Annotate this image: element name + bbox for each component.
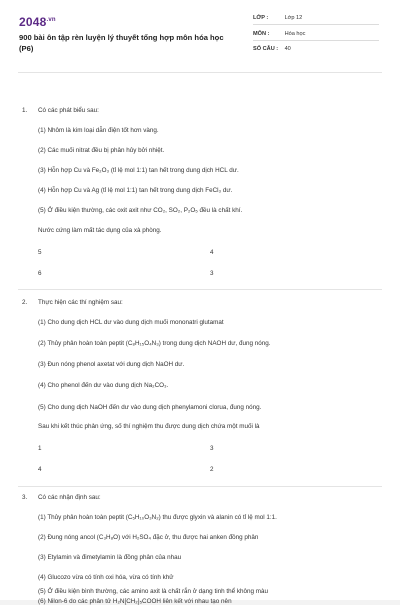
meta-count-value: 40 — [284, 46, 291, 52]
meta-class-key: LỚP : — [253, 15, 269, 21]
answer-option-b[interactable]: 4 — [210, 249, 214, 256]
document-title: 900 bài ôn tập rèn luyện lý thuyết tổng hợp môn hóa học (P6) — [19, 33, 224, 53]
meta-subject-key: MÔN : — [253, 31, 270, 37]
statement: (4) Cho phenol đến dư vào dung dịch Na₂CO₃. — [38, 382, 169, 389]
meta-class-value: Lớp 12 — [284, 15, 303, 21]
document-header — [0, 0, 400, 70]
header-divider — [18, 72, 382, 73]
question-number: 3. — [22, 494, 28, 501]
statement: (5) Cho dung dịch NaOH đến dư vào dung dịch phenylamoni clorua, đung nóng. — [38, 404, 262, 411]
statement: (1) Thủy phân hoàn toàn peptit (C₅H₁₀O₃N₂) thu được glyxin và alanin có tỉ lệ mol 1:1. — [38, 514, 277, 521]
statement: Nước cứng làm mất tác dụng của xà phòng. — [38, 227, 162, 234]
brand-suffix: .vn — [46, 17, 56, 23]
statement: (2) Thủy phân hoàn toàn peptit (C₈H₁₅O₄N₃) trong dung dịch NAOH dư, đung nóng. — [38, 340, 271, 347]
statement: (1) Cho dung dịch HCL dư vào dung dịch muối mononatri glutamat — [38, 319, 224, 326]
question-stem: Thực hiện các thí nghiệm sau: — [38, 299, 123, 306]
answer-option-a[interactable]: 1 — [38, 445, 42, 452]
statement: (3) Đun nóng phenol axetat với dung dịch NaOH dư. — [38, 361, 185, 368]
answer-option-b[interactable]: 3 — [210, 445, 214, 452]
statement: (5) Ở điều kiện thường, các oxit axit như CO₂, SO₂, P₂O₅ đều là chất khí. — [38, 207, 243, 214]
answer-option-a[interactable]: 5 — [38, 249, 42, 256]
meta-class-row — [253, 15, 302, 21]
answer-option-d[interactable]: 2 — [210, 466, 214, 473]
brand-name: 2048 — [19, 15, 47, 29]
meta-subject-row — [253, 31, 305, 37]
statement: (4) Glucozo vừa có tính oxi hóa, vừa có tính khử — [38, 574, 174, 581]
statement: (2) Đung nóng ancol (C₃H₈O) với H₂SO₄ đặc ở, thu được hai anken đồng phân — [38, 534, 259, 541]
statement: Sau khi kết thúc phản ứng, số thí nghiệm thu được dung dịch chứa một muối là — [38, 423, 260, 430]
answer-option-c[interactable]: 6 — [38, 270, 42, 277]
meta-count-row — [253, 46, 291, 52]
statement: (3) Hỗn hợp Cu và Fe₂O₃ (tỉ lệ mol 1:1) tan hết trong dung dịch HCL dư. — [38, 167, 239, 174]
statement: (2) Các muối nitrat đều bị phân hủy bởi nhiệt. — [38, 147, 165, 154]
question-number: 1. — [22, 107, 28, 114]
statement: (3) Etylamin và đimetylamin là đồng phân của nhau — [38, 554, 182, 561]
question-number: 2. — [22, 299, 28, 306]
answer-option-c[interactable]: 4 — [38, 466, 42, 473]
meta-divider — [253, 24, 379, 25]
answer-option-d[interactable]: 3 — [210, 270, 214, 277]
meta-divider — [253, 40, 379, 41]
statement: (4) Hỗn hợp Cu và Ag (tỉ lệ mol 1:1) tan hết trong dung dịch FeCl₃ dư. — [38, 187, 233, 194]
statement: (6) Nilon-6 do các phân tử H₂N[CH₂]₅COOH liên kết với nhau tạo nên — [38, 598, 232, 605]
statement: (5) Ở điều kiện bình thường, các amino axit là chất rắn ở dạng tinh thể không màu — [38, 588, 268, 595]
question-stem: Có các phát biểu sau: — [38, 107, 99, 114]
site-logo[interactable] — [19, 15, 56, 29]
statement: (1) Nhôm là kim loại dẫn điện tốt hơn vàng. — [38, 127, 159, 134]
question-divider — [18, 289, 382, 290]
question-divider — [18, 486, 382, 487]
meta-count-key: SỐ CÂU : — [253, 46, 279, 52]
meta-subject-value: Hóa học — [284, 31, 306, 37]
question-stem: Có các nhận định sau: — [38, 494, 101, 501]
